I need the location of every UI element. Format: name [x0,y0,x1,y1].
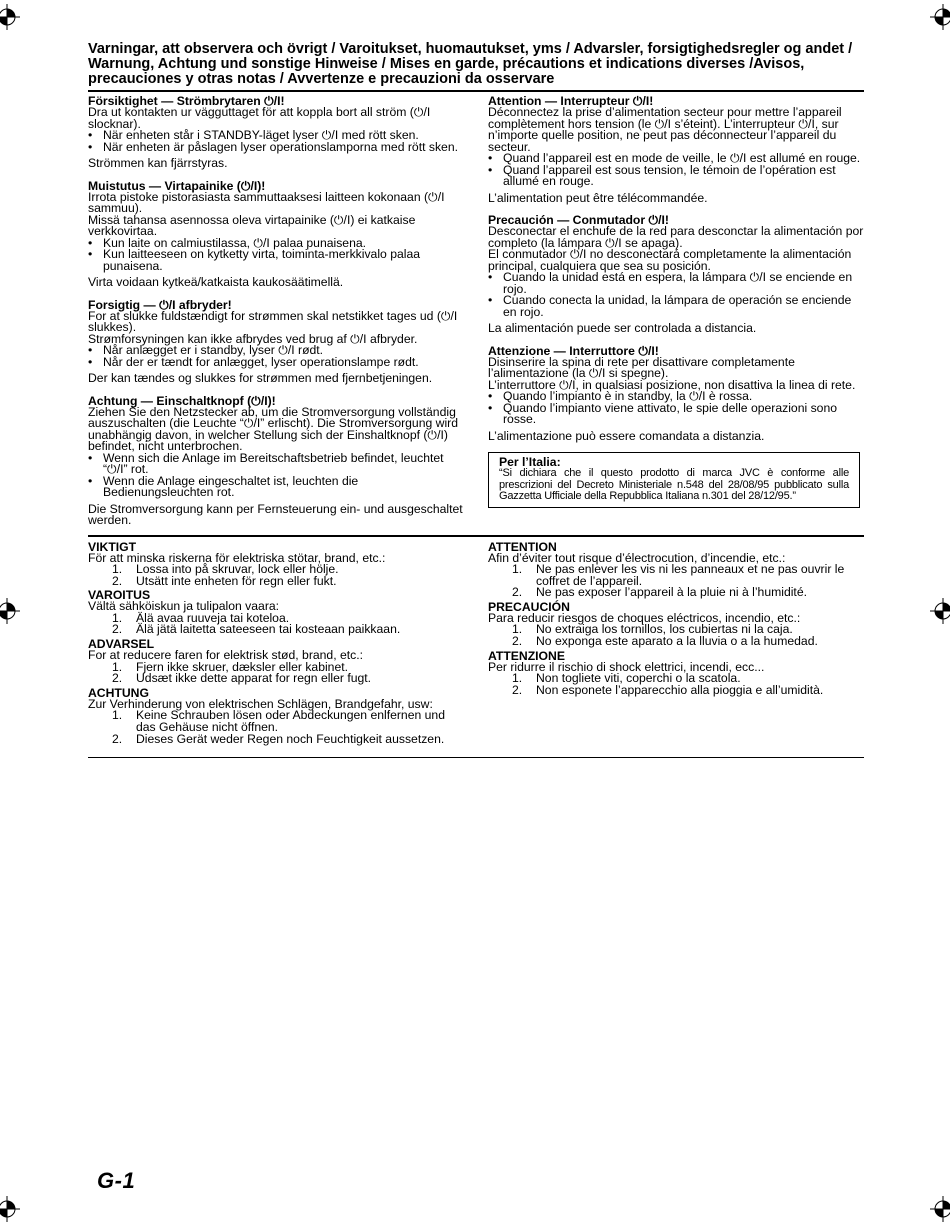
italia-heading: Per l’Italia: [499,455,561,469]
section-heading: Muistutus — Virtapainike (⏻/I)! [88,178,266,193]
bullet-text: Wenn sich die Anlage im Bereitschaftsbetrieb befindet, leuchtet “⏻/I” rot. [103,450,444,476]
warning-item [88,624,464,636]
warning-item-number: 1. [512,562,523,577]
right-column-sections [488,95,864,442]
warning-item [488,636,864,648]
warning-item-text: Utsätt inte enheten för regn eller fukt. [136,573,337,588]
caution-section [88,299,464,385]
warning-block [88,687,464,745]
warning-item [488,682,864,697]
warning-item-number: 2. [512,585,523,600]
bullet-text: När enheten är påslagen lyser operationslamporna med rött sken. [103,139,458,154]
warning-item-text: Ne pas enlever les vis ni les panneaux et ne pas ouvrir le coffret de l’appareil. [536,562,845,588]
warning-item-number: 2. [112,731,123,746]
section-body: El conmutador ⏻/I no desconectará completamente la alimentación principal, cualquiera que sea su posición. [488,247,852,273]
document-page [88,42,864,758]
bullet-text: Kun laitteeseen on kytketty virta, toiminta-merkkivalo palaa punaisena. [103,247,421,273]
warning-item-number: 1. [112,610,123,625]
bullet-marker: • [488,400,493,415]
warning-item [488,587,864,599]
caution-section [88,395,464,527]
bullet-marker: • [488,151,493,165]
caution-section [488,345,864,443]
warning-item [488,564,864,587]
warning-item-text: Udsæt ikke dette apparat for regn eller fugt. [136,671,372,686]
bullet-list [88,345,464,368]
section-note: Die Stromversorgung kann per Fernsteuerung ein- und ausgeschaltet werden. [88,501,463,527]
warning-item-text: Dieses Gerät weder Regen noch Feuchtigkeit aussetzen. [136,731,445,746]
left-column [88,95,464,527]
registration-mark-top-left [0,4,20,30]
bullet-list [488,272,864,318]
page-title: Varningar, att observera och övrigt / Varoitukset, huomautukset, yms / Advarsler, forsigtighedsregler og andet / Warnung, Achtung und sonstige Hinweise / Mises en garde, précautions et indications diverses /Avisos, precauciones y otras notas / Avvertenze e precauzioni da osservare [88,41,853,87]
warning-item-text: No exponga este aparato a la lluvia o a la humedad. [536,634,818,649]
warning-columns [88,541,864,746]
left-warnings [88,541,464,746]
bullet-item [88,139,464,154]
bullet-text: Wenn die Anlage eingeschaltet ist, leuchten die Bedienungsleuchten rot. [103,473,359,499]
section-heading: Attention — Interrupteur ⏻/I! [488,94,654,108]
warning-item-number: 2. [112,622,123,637]
bullet-marker: • [488,270,493,284]
bullet-marker: • [88,235,93,250]
warning-list [488,564,864,599]
right-column [488,95,864,527]
warning-intro: Zur Verhinderung von elektrischen Schlägen, Brandgefahr, usw: [88,696,433,711]
section-heading: Achtung — Einschaltknopf (⏻/I)! [88,393,276,408]
bullet-item [488,162,864,188]
bullet-text: Quand l’appareil est sous tension, le témoin de l’opération est allumé en rouge. [503,162,836,188]
warning-item-text: No extraiga los tornillos, los cubiertas ni la caja. [536,622,793,637]
warning-block [488,541,864,599]
section-note: La alimentación puede ser controlada a distancia. [488,321,757,335]
bullet-marker: • [88,128,93,142]
warning-item-number: 2. [112,573,123,588]
section-body: Desconectar el enchufe de la red para desconctar la alimentación por completo (la lámpara ⏻/I se apaga). [488,224,864,250]
warning-block [488,650,864,697]
warning-item-text: Non esponete l’apparecchio alla pioggia e all’umidità. [536,682,824,697]
bullet-marker: • [88,473,93,488]
bullet-marker: • [88,343,93,357]
warning-item-number: 1. [512,622,523,637]
section-heading: Attenzione — Interruttore ⏻/I! [488,343,659,358]
power-caution-columns [88,95,864,527]
warning-intro: Afin d’éviter tout risque d’électrocution, d’incendie, etc.: [488,550,786,565]
caution-section [88,95,464,170]
warning-list [88,610,464,637]
section-note: L’alimentation peut être télécommandée. [488,190,708,205]
caution-section [488,95,864,204]
warning-item-number: 1. [112,659,123,674]
warning-heading: ATTENZIONE [488,648,565,663]
warning-item-number: 2. [512,634,523,649]
section-heading: Forsigtig — ⏻/I afbryder! [88,297,232,312]
warning-block [88,589,464,636]
registration-mark-bottom-right [930,1196,950,1222]
registration-mark-top-right [930,4,950,30]
bullet-text: Når anlægget er i standby, lyser ⏻/I rødt. [103,343,324,357]
warning-item-text: Älä avaa ruuveja tai koteloa. [136,610,290,625]
section-note: L’alimentazione può essere comandata a distanzia. [488,428,765,443]
bullet-text: Quando l’impianto è in standby, la ⏻/I è rossa. [503,389,753,403]
bullet-text: Cuando conecta la unidad, la lámpara de operación se enciende en rojo. [503,293,852,319]
bullet-marker: • [88,354,93,369]
bullet-item [488,272,864,295]
warning-heading: VIKTIGT [88,539,137,554]
bullet-item [488,400,864,426]
warning-list [488,624,864,647]
bullet-marker: • [88,247,93,261]
warning-list [88,710,464,745]
warning-heading: ATTENTION [488,539,557,554]
bullet-text: Cuando la unidad está en espera, la lámpara ⏻/I se enciende en rojo. [503,270,853,296]
bullet-text: När enheten står i STANDBY-läget lyser ⏻/I med rött sken. [103,128,419,142]
warning-heading: PRECAUCIÓN [488,599,570,614]
registration-mark-mid-left [0,598,20,624]
bullet-item [88,354,464,369]
warning-intro: For at reducere faren for elektrisk stød, brand, etc.: [88,648,364,663]
warning-heading: VAROITUS [88,588,151,603]
section-body: Ziehen Sie den Netzstecker ab, um die Stromversorgung vollständig auszuschalten (die Leuchte “⏻/I” erlischt). Die Stromversorgung wird unabhängig davon, in welcher Stellung sich der Einshaltknopf (⏻/I) befindet, nicht unterbrochen. [88,404,458,453]
warning-item-number: 1. [112,708,123,723]
warning-intro: Per ridurre il rischio di shock elettrici, incendi, ecc... [488,659,765,674]
warning-intro: För att minska riskerna för elektriska stötar, brand, etc.: [88,550,386,565]
caution-section [88,180,464,289]
warning-item-text: Non togliete viti, coperchi o la scatola. [536,671,741,686]
bullet-list [88,235,464,273]
bullet-marker: • [488,162,493,177]
bullet-list [88,130,464,153]
bullet-list [488,391,864,426]
section-body: L’interruttore ⏻/I, in qualsiasi posizione, non disattiva la linea di rete. [488,377,856,392]
section-body: Dra ut kontakten ur vägguttaget för att koppla bort all ström (⏻/I slocknar). [88,105,431,131]
warning-item-text: Keine Schrauben lösen oder Abdeckungen enlfernen und das Gehäuse nicht öffnen. [136,708,445,735]
bullet-item [88,473,464,499]
bullet-text: Kun laite on calmiustilassa, ⏻/I palaa punaisena. [103,235,367,250]
section-note: Virta voidaan kytkeä/katkaista kaukosäätimellä. [88,275,344,289]
italia-notice-box [488,452,860,508]
section-note: Der kan tændes og slukkes for strømmen med fjernbetjeningen. [88,371,433,385]
section-body: Déconnectez la prise d’alimentation secteur pour mettre l’appareil complètement hors tension (le ⏻/I s’éteint). L’interrupteur ⏻/I, sur n’importe quelle position, ne peut pas déconnecteur l’appareil du secteur. [488,105,842,154]
warning-intro: Vältä sähköiskun ja tulipalon vaara: [88,599,280,614]
bullet-item [88,249,464,272]
bullet-text: Når der er tændt for anlægget, lyser operationslampe rødt. [103,354,419,369]
warning-item-number: 1. [112,562,123,577]
warning-item [88,731,464,746]
bullet-marker: • [88,139,93,154]
bullet-list [488,153,864,188]
section-heading: Försiktighet — Strömbrytaren ⏻/I! [88,94,285,108]
registration-mark-bottom-left [0,1196,20,1222]
title-rule [88,90,864,92]
warning-list [88,659,464,686]
warning-item-number: 2. [512,682,523,697]
right-warnings [488,541,864,746]
bullet-text: Quand l’appareil est en mode de veille, le ⏻/I est allumé en rouge. [503,151,861,165]
warning-intro: Para reducir riesgos de choques eléctricos, incendio, etc.: [488,610,801,625]
bullet-item [488,295,864,318]
warning-list [88,564,464,587]
caution-section [488,214,864,335]
warning-item-text: Ne pas exposer l’appareil à la pluie ni à l’humidité. [536,585,807,600]
bullet-item [88,450,464,476]
warning-block [88,638,464,685]
section-note: Strömmen kan fjärrstyras. [88,156,228,170]
page-number: G-1 [97,1168,136,1193]
section-divider [88,535,864,537]
registration-mark-mid-right [930,598,950,624]
section-body: Disinserire la spina di rete per disattivare completamente l’alimentazione (la ⏻/I si spegne). [488,354,795,380]
bullet-text: Quando l’impianto viene attivato, le spie delle operazioni sono rosse. [503,400,838,426]
warning-item-number: 2. [112,671,123,686]
section-body: Irrota pistoke pistorasiasta sammuttaaksesi laitteen kokonaan (⏻/I sammuu). [88,189,445,215]
warning-item [88,573,464,588]
warning-item [88,673,464,685]
warning-item-number: 1. [512,671,523,686]
warning-heading: ADVARSEL [88,637,155,652]
bullet-marker: • [488,389,493,403]
warning-list [488,673,864,696]
warning-item-text: Älä jätä laitetta sateeseen tai kosteaan paikkaan. [136,622,401,637]
bullet-list [88,450,464,499]
warning-block [488,601,864,648]
warning-item [88,710,464,733]
warning-item-text: Lossa into på skruvar, lock eller hölje. [136,562,339,577]
italia-text: “Si dichiara che il questo prodotto di marca JVC è conforme alle prescrizioni del Decreto Ministeriale n.548 del 28/08/95 pubblicato sulla Gazzetta Ufficiale della Repubblica Italiana n.301 del 28/12/95.” [499,467,849,502]
warning-heading: ACHTUNG [88,685,149,700]
bullet-marker: • [488,293,493,307]
section-body: Strømforsyningen kan ikke afbrydes ved brug af ⏻/I afbryder. [88,331,418,346]
warning-item-text: Fjern ikke skruer, dæksler eller kabinet. [136,659,349,674]
section-heading: Precaución — Conmutador ⏻/I! [488,213,669,227]
section-body: Missä tahansa asennossa oleva virtapainike (⏻/I) ei katkaise verkkovirtaa. [88,212,416,238]
warning-block [88,541,464,588]
bottom-rule [88,757,864,758]
section-body: For at slukke fuldstændigt for strømmen skal netstikket tages ud (⏻/I slukkes). [88,308,458,334]
bullet-marker: • [88,450,93,465]
